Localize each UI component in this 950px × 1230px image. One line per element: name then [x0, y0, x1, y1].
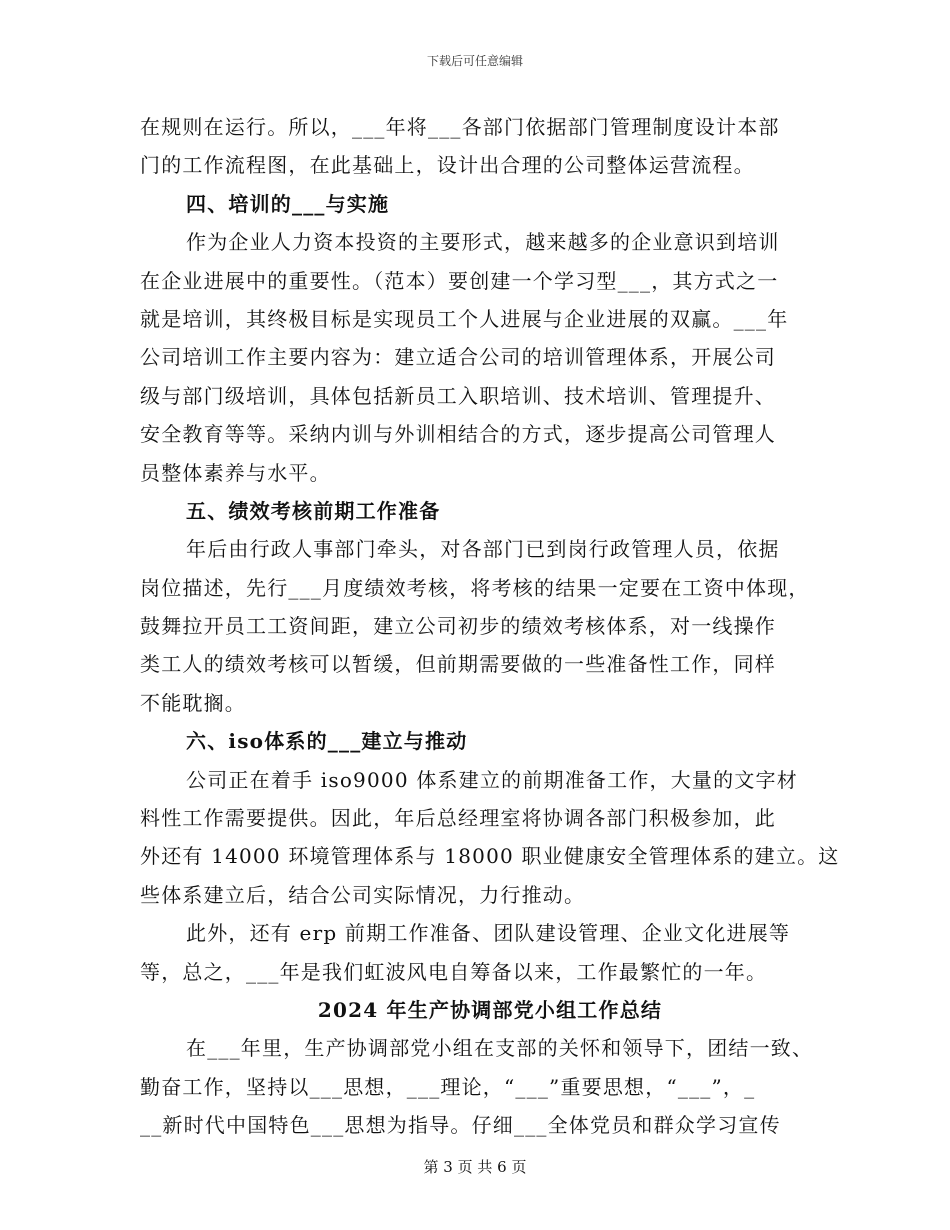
section-heading: 六、iso体系的___建立与推动 [186, 729, 468, 754]
paragraph-line: 类工人的绩效考核可以暂缓，但前期需要做的一些准备性工作，同样 [140, 652, 776, 677]
paragraph-line: 料性工作需要提供。因此，年后总经理室将协调各部门积极参加，此 [140, 806, 776, 831]
paragraph-line: 就是培训，其终极目标是实现员工个人进展与企业进展的双赢。___年 [140, 306, 789, 331]
paragraph-line: 在企业进展中的重要性。（范本）要创建一个学习型___，其方式之一 [140, 268, 779, 293]
paragraph-line: 年后由行政人事部门牵头，对各部门已到岗行政管理人员，依据 [186, 537, 780, 562]
paragraph-line: 等，总之，___年是我们虹波风电自筹备以来，工作最繁忙的一年。 [140, 959, 768, 984]
paragraph-line: 些体系建立后，结合公司实际情况，力行推动。 [140, 882, 586, 907]
paragraph-line: __新时代中国特色___思想为指导。仔细___全体党员和群众学习宣传 [140, 1113, 781, 1138]
paragraph-line: 安全教育等等。采纳内训与外训相结合的方式，逐步提高公司管理人 [140, 422, 776, 447]
paragraph-line: 鼓舞拉开员工工资间距，建立公司初步的绩效考核体系，对一线操作 [140, 614, 776, 639]
paragraph-line: 公司培训工作主要内容为：建立适合公司的培训管理体系，开展公司 [140, 345, 776, 370]
paragraph-line: 外还有 14000 环境管理体系与 18000 职业健康安全管理体系的建立。这 [140, 844, 840, 869]
paragraph-line: 门的工作流程图，在此基础上，设计出合理的公司整体运营流程。 [140, 153, 755, 178]
section-heading: 四、培训的___与实施 [186, 191, 390, 216]
document-body [140, 108, 840, 1145]
section-heading: 五、绩效考核前期工作准备 [186, 498, 441, 523]
paragraph-line: 不能耽搁。 [140, 690, 246, 715]
paragraph-line: 此外，还有 erp 前期工作准备、团队建设管理、企业文化进展等 [186, 921, 791, 946]
paragraph-line: 勤奋工作，坚持以___思想，___理论，“___”重要思想，“___”，_ [140, 1074, 756, 1099]
paragraph-line: 作为企业人力资本投资的主要形式，越来越多的企业意识到培训 [186, 230, 780, 255]
page-header: 下载后可任意编辑 [426, 54, 523, 68]
paragraph-line: 公司正在着手 iso9000 体系建立的前期准备工作，大量的文字材 [186, 767, 798, 792]
paragraph-line: 在___年里，生产协调部党小组在支部的关怀和领导下，团结一致、 [186, 1036, 814, 1061]
document-title: 2024 年生产协调部党小组工作总结 [317, 997, 663, 1022]
paragraph-line: 在规则在运行。所以，___年将___各部门依据部门管理制度设计本部 [140, 115, 780, 139]
paragraph-line: 员整体素养与水平。 [140, 460, 331, 485]
page-footer: 第 3 页 共 6 页 [423, 1158, 527, 1176]
paragraph-line: 级与部门级培训，具体包括新员工入职培训、技术培训、管理提升、 [140, 383, 776, 408]
paragraph-line: 岗位描述，先行___月度绩效考核，将考核的结果一定要在工资中体现， [140, 575, 810, 600]
